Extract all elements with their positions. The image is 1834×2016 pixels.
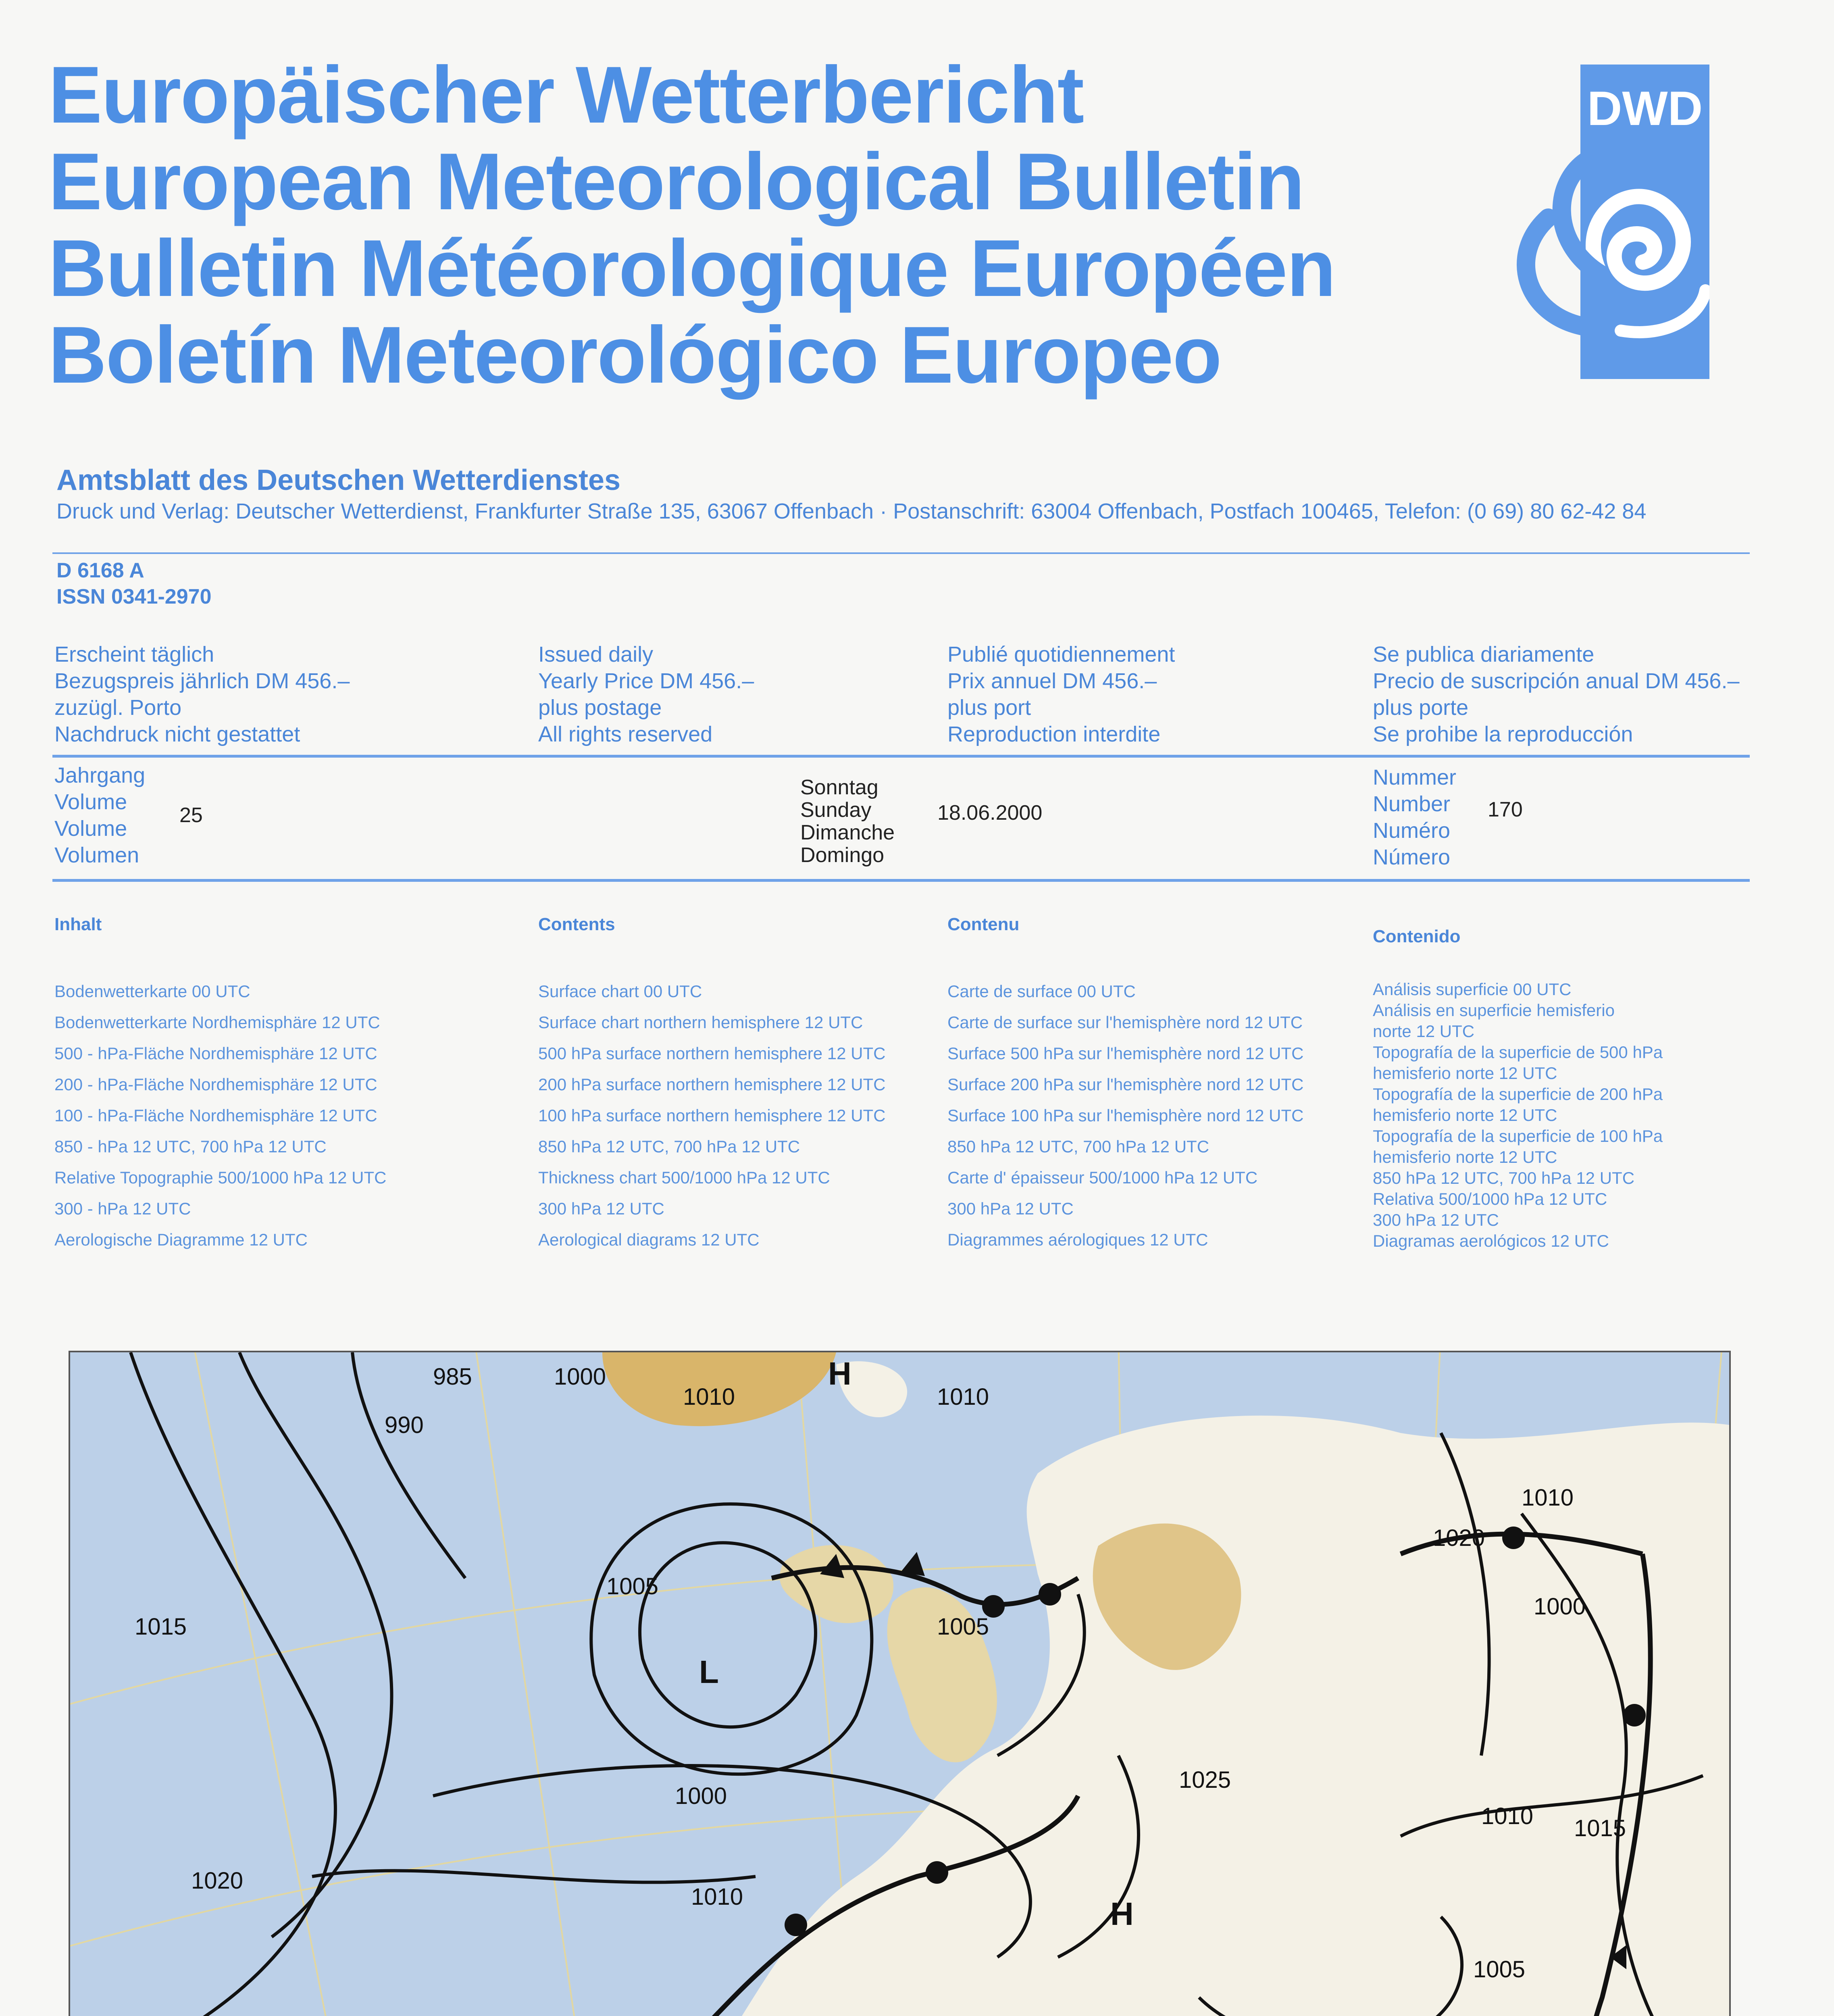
info-es: Se publica diariamente Precio de suscripción anual DM 456.– plus porte Se prohibe la reproducción (1373, 642, 1740, 746)
list-item: 850 hPa 12 UTC, 700 hPa 12 UTC (538, 1137, 800, 1156)
isobar-label: 1010 (691, 1884, 743, 1910)
list-item: 200 - hPa-Fläche Nordhemisphäre 12 UTC (54, 1075, 377, 1094)
list-item: 100 - hPa-Fläche Nordhemisphäre 12 UTC (54, 1106, 377, 1125)
high-pressure-center: H (828, 1356, 851, 1391)
list-item: Surface 100 hPa sur l'hemisphère nord 12 UTC (947, 1106, 1304, 1125)
list-item: Diagrammes aérologiques 12 UTC (947, 1230, 1208, 1249)
divider (52, 552, 1750, 554)
isobar-label: 1000 (1534, 1593, 1586, 1620)
info-de: Erscheint täglich Bezugspreis jährlich DM 456.– zuzügl. Porto Nachdruck nicht gestattet (54, 642, 350, 746)
map-drawing (70, 1352, 1729, 2016)
list-item: 300 - hPa 12 UTC (54, 1199, 191, 1218)
isobar-label: 1010 (1481, 1803, 1534, 1829)
volume-value: 25 (179, 804, 203, 827)
list-item: 300 hPa 12 UTC (947, 1199, 1074, 1218)
list-item: Análisis en superficie hemisferio (1373, 1001, 1615, 1020)
contents-list-de (54, 976, 386, 1255)
list-item: Relativa 500/1000 hPa 12 UTC (1373, 1189, 1607, 1208)
isobar-label: 1015 (135, 1614, 187, 1640)
list-item: Topografía de la superficie de 500 hPa (1373, 1043, 1663, 1062)
list-item: 850 hPa 12 UTC, 700 hPa 12 UTC (1373, 1168, 1635, 1187)
list-item: 200 hPa surface northern hemisphere 12 UTC (538, 1075, 886, 1094)
list-item: Bodenwetterkarte Nordhemisphäre 12 UTC (54, 1013, 380, 1032)
list-item: Topografía de la superficie de 100 hPa (1373, 1127, 1663, 1145)
list-item: 500 - hPa-Fläche Nordhemisphäre 12 UTC (54, 1044, 377, 1063)
contents-list-fr (947, 976, 1303, 1255)
low-pressure-center: L (699, 1654, 719, 1690)
list-item: Aerologische Diagramme 12 UTC (54, 1230, 308, 1249)
list-item: Carte de surface 00 UTC (947, 982, 1136, 1001)
isobar-label: 1005 (937, 1614, 989, 1640)
list-item: Aerological diagrams 12 UTC (538, 1230, 760, 1249)
divider (52, 879, 1750, 882)
list-item: 300 hPa 12 UTC (1373, 1210, 1499, 1229)
dwd-logo-text: DWD (1587, 81, 1703, 135)
list-item: 100 hPa surface northern hemisphere 12 UTC (538, 1106, 886, 1125)
isobar-label: 985 (433, 1364, 472, 1390)
list-item: Thickness chart 500/1000 hPa 12 UTC (538, 1168, 830, 1187)
contents-list-es (1373, 979, 1663, 1252)
list-item: Diagramas aerológicos 12 UTC (1373, 1231, 1609, 1250)
number-labels: Nummer Number Numéro Número (1373, 765, 1457, 869)
isobar-label: 1005 (606, 1573, 659, 1599)
volume-labels: Jahrgang Volume Volume Volumen (54, 763, 146, 867)
isobar-label: 1000 (554, 1364, 606, 1390)
contents-list-en (538, 976, 885, 1255)
list-item: hemisferio norte 12 UTC (1373, 1106, 1557, 1125)
contents-heading-fr: Contenu (947, 914, 1020, 934)
info-fr: Publié quotidiennement Prix annuel DM 456.– plus port Reproduction interdite (947, 642, 1175, 746)
isobar-label: 1000 (675, 1783, 727, 1809)
isobar-label: 1005 (1473, 1956, 1526, 1983)
isobar-label: 1010 (1522, 1485, 1574, 1511)
isobar-label: 1015 (1574, 1815, 1626, 1841)
list-item: 850 hPa 12 UTC, 700 hPa 12 UTC (947, 1137, 1209, 1156)
list-item: Topografía de la superficie de 200 hPa (1373, 1085, 1663, 1104)
surface-weather-map (69, 1351, 1731, 2016)
issn: ISSN 0341-2970 (56, 585, 212, 608)
issue-number: 170 (1488, 798, 1523, 821)
list-item: Surface chart 00 UTC (538, 982, 702, 1001)
contents-heading-de: Inhalt (54, 914, 102, 934)
d-number: D 6168 A (56, 559, 144, 582)
isobar-label: 1010 (937, 1384, 989, 1410)
list-item: norte 12 UTC (1373, 1022, 1475, 1041)
isobar-label: 1020 (1433, 1525, 1485, 1551)
publisher-address: Druck und Verlag: Deutscher Wetterdienst, Frankfurter Straße 135, 63067 Offenbach · Postanschrift: 63004 Offenbach, Postfach 100465, Telefon: (0 69) 80 62-42 84 (56, 499, 1647, 523)
land-masses (602, 1352, 1729, 2016)
isobar-label: 990 (385, 1412, 424, 1438)
publisher-name: Amtsblatt des Deutschen Wetterdienstes (56, 464, 621, 496)
list-item: Carte d' épaisseur 500/1000 hPa 12 UTC (947, 1168, 1258, 1187)
info-en: Issued daily Yearly Price DM 456.– plus postage All rights reserved (538, 642, 754, 746)
list-item: 500 hPa surface northern hemisphere 12 UTC (538, 1044, 886, 1063)
list-item: Análisis superficie 00 UTC (1373, 980, 1572, 999)
list-item: Surface 500 hPa sur l'hemisphère nord 12 UTC (947, 1044, 1304, 1063)
list-item: Carte de surface sur l'hemisphère nord 12 UTC (947, 1013, 1303, 1032)
list-item: Relative Topographie 500/1000 hPa 12 UTC (54, 1168, 387, 1187)
title-de: Europäischer Wetterbericht (48, 50, 1084, 140)
list-item: Surface 200 hPa sur l'hemisphère nord 12 UTC (947, 1075, 1304, 1094)
list-item: Surface chart northern hemisphere 12 UTC (538, 1013, 863, 1032)
contents-heading-en: Contents (538, 914, 615, 934)
list-item: 300 hPa 12 UTC (538, 1199, 664, 1218)
title-fr: Bulletin Météorologique Européen (48, 223, 1335, 313)
day-labels: Sonntag Sunday Dimanche Domingo (800, 776, 895, 867)
list-item: Bodenwetterkarte 00 UTC (54, 982, 250, 1001)
isobar-label: 1025 (1179, 1767, 1231, 1793)
list-item: hemisferio norte 12 UTC (1373, 1064, 1557, 1083)
isobar-label: 1020 (191, 1868, 244, 1894)
list-item: 850 - hPa 12 UTC, 700 hPa 12 UTC (54, 1137, 327, 1156)
dwd-logo (1500, 65, 1709, 379)
list-item: hemisferio norte 12 UTC (1373, 1148, 1557, 1166)
high-pressure-center: H (1110, 1896, 1134, 1932)
issue-date: 18.06.2000 (937, 801, 1043, 825)
divider (52, 755, 1750, 758)
title-es: Boletín Meteorológico Europeo (48, 310, 1221, 400)
title-en: European Meteorological Bulletin (48, 137, 1304, 227)
contents-heading-es: Contenido (1373, 927, 1461, 946)
isobar-label: 1010 (683, 1384, 735, 1410)
